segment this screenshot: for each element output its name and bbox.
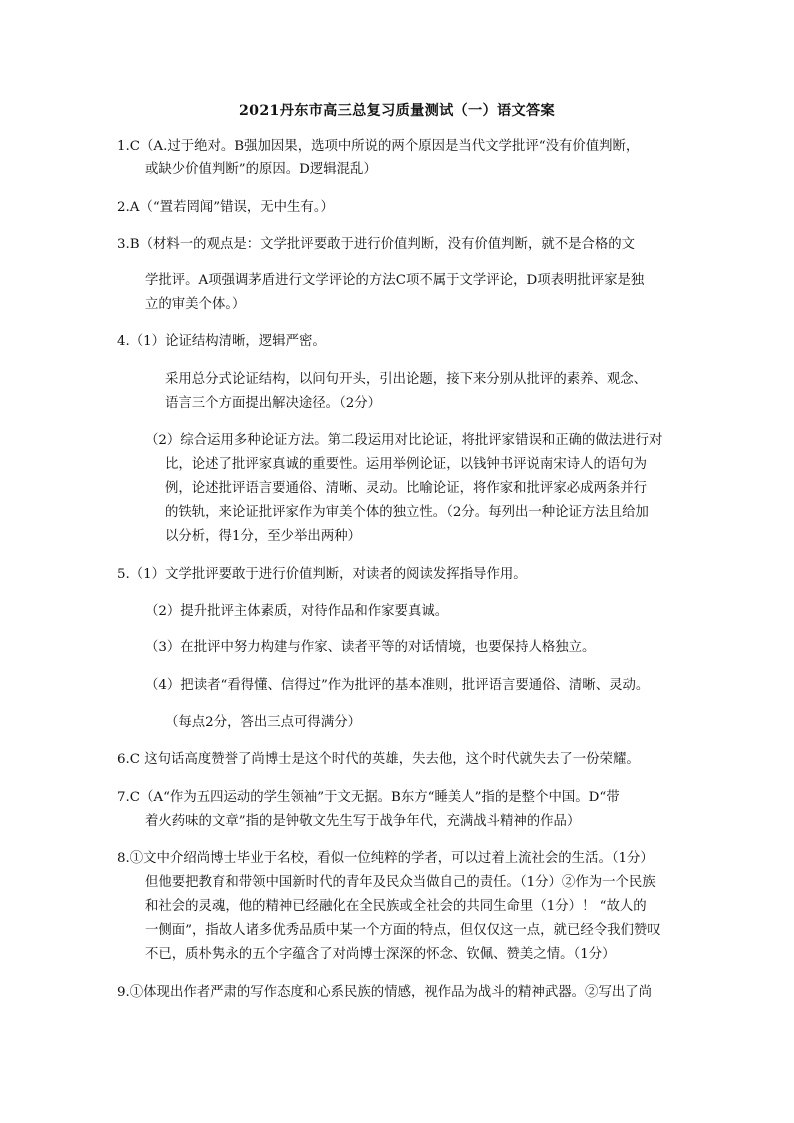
answer-9-line-1: 9.①体现出作者严肃的写作态度和心系民族的情感，视作品为战斗的精神武器。②写出了尚 — [117, 985, 653, 1000]
answer-8-line-2: 但他要把教育和带领中国新时代的青年及民众当做自己的责任。（1分）②作为一个民族 — [145, 875, 656, 890]
answer-5-line-2: （2）提升批评主体素质，对待作品和作家要真诚。 — [145, 604, 449, 619]
answer-3-line-3: 立的审美个体。） — [145, 297, 246, 312]
page-title: 2021丹东市高三总复习质量测试（一）语文答案 — [239, 103, 555, 119]
answer-3-line-2: 学批评。A项强调茅盾进行文学评论的方法C项不属于文学评论，D项表明批评家是独 — [145, 273, 645, 288]
answer-8-line-5: 不已，质朴隽永的五个字蕴含了对尚博士深深的怀念、钦佩、赞美之情。（1分） — [145, 947, 616, 962]
answer-3-line-1: 3.B（材料一的观点是：文学批评要敢于进行价值判断，没有价值判断，就不是合格的文 — [117, 237, 636, 252]
answer-1-line-2: 或缺少价值判断”的原因。D逻辑混乱） — [145, 162, 377, 177]
answer-1-line-1: 1.C（A.过于绝对。B强加因果，选项中所说的两个原因是当代文学批评“没有价值判断， — [117, 139, 640, 154]
answer-4-line-6: 例，论述批评语言要通俗、清晰、灵动。比喻论证，将作家和批评家必成两条并行 — [165, 481, 648, 496]
answer-4-line-3: 语言三个方面提出解决途径。（2分） — [165, 396, 382, 411]
answer-8-line-1: 8.①文中介绍尚博士毕业于名校，看似一位纯粹的学者，可以过着上流社会的生活。（1分） — [117, 851, 654, 866]
answer-4-line-2: 采用总分式论证结构，以问句开头，引出论题，接下来分别从批评的素养、观念、 — [165, 372, 648, 387]
answer-7-line-2: 着火药味的文章”指的是钟敬文先生写于战争年代，充满战斗精神的作品） — [145, 814, 581, 829]
answer-4-line-1: 4.（1）论证结构清晰，逻辑严密。 — [117, 334, 326, 349]
answer-4-line-4: （2）综合运用多种论证方法。第二段运用对比论证，将批评家错误和正确的做法进行对 — [145, 433, 663, 448]
answer-5-line-1: 5.（1）文学批评要敢于进行价值判断，对读者的阅读发挥指导作用。 — [117, 567, 527, 582]
answer-5-line-4: （4）把读者“看得懂、信得过”作为批评的基本准则，批评语言要通俗、清晰、灵动。 — [145, 678, 650, 693]
answer-4-line-5: 比，论述了批评家真诚的重要性。运用举例论证，以钱钟书评说南宋诗人的语句为 — [165, 457, 648, 472]
answer-4-line-8: 以分析，得1分，至少举出两种） — [165, 529, 361, 544]
answer-5-line-3: （3）在批评中努力构建与作家、读者平等的对话情境，也要保持人格独立。 — [145, 640, 596, 655]
answer-2-line-1: 2.A（“置若罔闻”错误，无中生有。） — [117, 200, 334, 215]
answer-6-line-1: 6.C 这句话高度赞誉了尚博士是这个时代的英雄，失去他，这个时代就失去了一份荣耀。 — [117, 752, 640, 767]
answer-7-line-1: 7.C（A“作为五四运动的学生领袖”于文无据。B东方“睡美人”指的是整个中国。D“带 — [117, 790, 620, 805]
answer-8-line-3: 和社会的灵魂，他的精神已经融化在全民族或全社会的共同生命里（1分）！ “故人的 — [145, 899, 647, 914]
answer-4-line-7: 的铁轨，来论证批评家作为审美个体的独立性。（2分。每列出一种论证方法且给加 — [165, 505, 649, 520]
answer-5-line-5: （每点2分，答出三点可得满分） — [165, 715, 361, 730]
answer-8-line-4: 一侧面”，指故人诸多优秀品质中某一个方面的特点，但仅仅这一点，就已经令我们赞叹 — [145, 923, 661, 938]
